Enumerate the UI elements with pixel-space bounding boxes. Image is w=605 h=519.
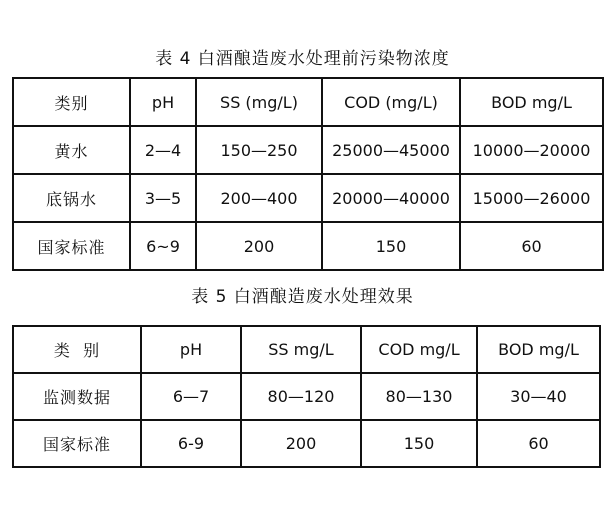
- table-row: [13, 126, 603, 174]
- table4-cell-bod: 10000—20000: [460, 126, 603, 174]
- table4-pollutant-concentration: [12, 77, 604, 271]
- table4-cell-cod: 25000—45000: [322, 126, 460, 174]
- table5-cell-ss: 200: [241, 420, 361, 467]
- table5-cell-cod: 150: [361, 420, 477, 467]
- table4-cell-cod: 20000—40000: [322, 174, 460, 222]
- table5-header-category: 类 别: [13, 326, 141, 373]
- table4-standard-ss: 200: [196, 222, 322, 270]
- table5-cell-bod: 30—40: [477, 373, 600, 420]
- table5-cell-category: 监测数据: [13, 373, 141, 420]
- table4-standard-bod: 60: [460, 222, 603, 270]
- table5-cell-category: 国家标准: [13, 420, 141, 467]
- table4-header-row: [13, 78, 603, 126]
- table5-header-ss: SS mg/L: [241, 326, 361, 373]
- table4-standard-label: 国家标准: [13, 222, 130, 270]
- table4-cell-category: 底锅水: [13, 174, 130, 222]
- table4-standard-ph: 6~9: [130, 222, 196, 270]
- table-row: [13, 174, 603, 222]
- table4-standard-cod: 150: [322, 222, 460, 270]
- table4-header-ph: pH: [130, 78, 196, 126]
- table-row: [13, 420, 600, 467]
- table4-cell-ph: 2—4: [130, 126, 196, 174]
- table4-header-category: 类别: [13, 78, 130, 126]
- table5-cell-ph: 6—7: [141, 373, 241, 420]
- table5-cell-ph: 6-9: [141, 420, 241, 467]
- table5-header-ph: pH: [141, 326, 241, 373]
- table4-cell-bod: 15000—26000: [460, 174, 603, 222]
- table4-cell-ss: 200—400: [196, 174, 322, 222]
- table4-standard-row: [13, 222, 603, 270]
- table4-caption: 表 4 白酒酿造废水处理前污染物浓度: [155, 49, 450, 69]
- table5-cell-cod: 80—130: [361, 373, 477, 420]
- table5-treatment-results: [12, 325, 601, 468]
- table4-cell-ph: 3—5: [130, 174, 196, 222]
- table4-header-bod: BOD mg/L: [460, 78, 603, 126]
- table5-caption: 表 5 白酒酿造废水处理效果: [191, 287, 414, 307]
- table-row: [13, 373, 600, 420]
- table4-header-ss: SS (mg/L): [196, 78, 322, 126]
- table5-header-cod: COD mg/L: [361, 326, 477, 373]
- table4-cell-category: 黄水: [13, 126, 130, 174]
- table4-header-cod: COD (mg/L): [322, 78, 460, 126]
- table5-header-bod: BOD mg/L: [477, 326, 600, 373]
- table5-cell-bod: 60: [477, 420, 600, 467]
- table4-cell-ss: 150—250: [196, 126, 322, 174]
- table5-header-row: [13, 326, 600, 373]
- table5-cell-ss: 80—120: [241, 373, 361, 420]
